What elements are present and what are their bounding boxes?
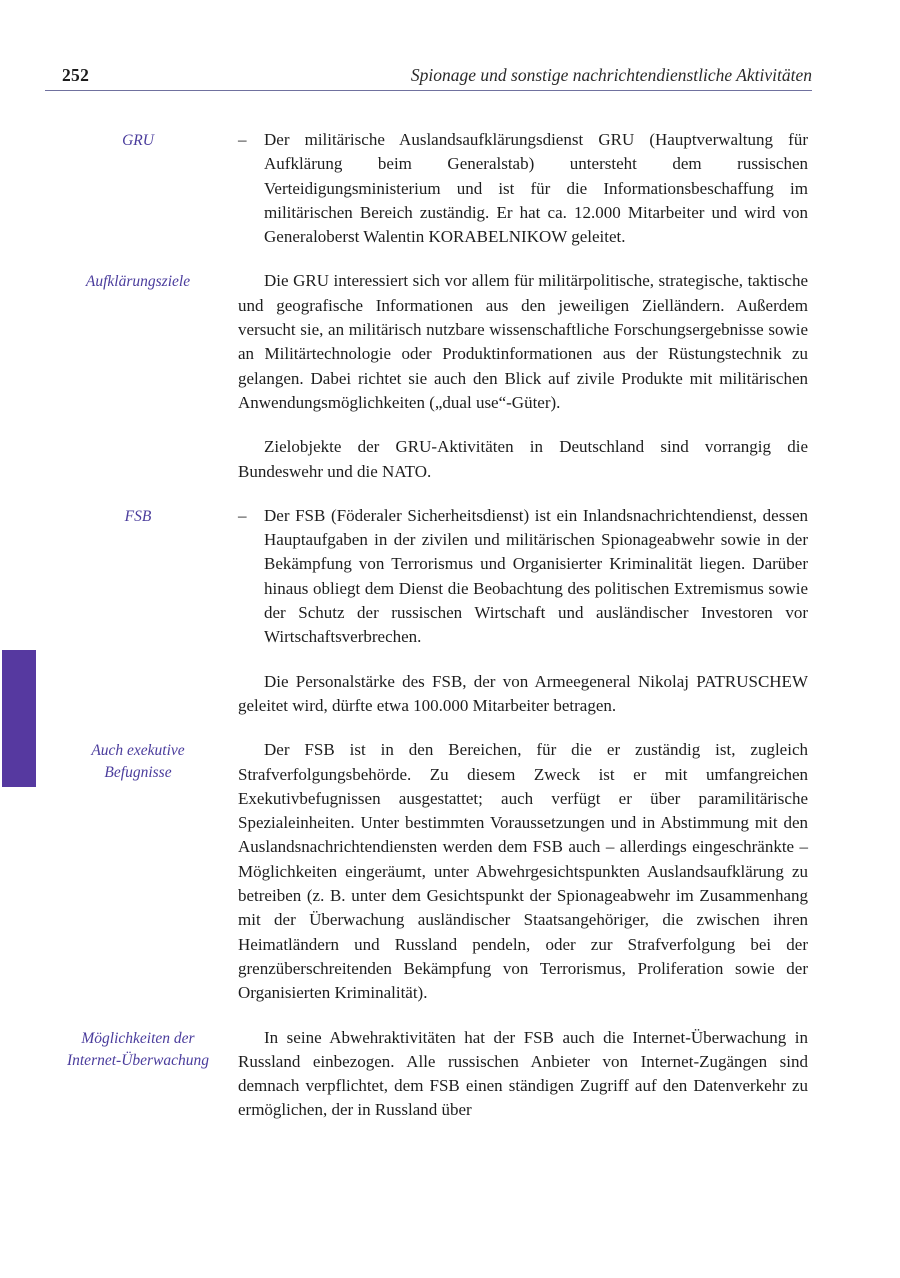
margin-label-aufklaerungsziele: Aufklärungsziele (85, 273, 191, 291)
paragraph-text: Der militärische Auslandsaufklärungsdienst GRU (Hauptverwaltung für Aufklärung beim Generalstab) untersteht dem russischen Verteidigungsministerium und ist für die Informationsbeschaffung im militärischen Bereich zuständig. Er hat ca. 12.000 Mitarbeiter und wird von Generaloberst Walentin KORABELNIKOW geleitet. (264, 130, 808, 247)
section-zielobjekte (63, 435, 808, 484)
body-cell (238, 435, 808, 484)
body-cell (238, 670, 808, 719)
dash-bullet: – (238, 130, 247, 149)
margin-label-fsb: FSB (124, 507, 152, 525)
section-aufklaerungsziele (63, 269, 808, 415)
paragraph-exekutive-befugnisse: Der FSB ist in den Bereichen, für die er zuständig ist, zugleich Strafverfolgungsbehörde. Zu diesem Zweck ist er mit umfangreichen Exekutivbefugnissen ausgestattet; auch verfügt er über paramilitärische Spezialeinheiten. Unter bestimmten Voraussetzungen und in Abstimmung mit den Auslandsnachrichtendiensten werden dem FSB auch – allerdings eingeschränkte – Möglichkeiten eingeräumt, unter Abwehrgesichtspunkten Auslandsaufklärung zu betreiben (z. B. unter dem Gesichtspunkt der Spionageabwehr im Zusammenhang mit der Überwachung ausländischer Staatsangehöriger, die zwischen ihren Heimatländern und Russland pendeln, oder zur Strafverfolgung bei der grenzüberschreitenden Bekämpfung von Terrorismus, Proliferation sowie der Organisierten Kriminalität). (238, 740, 808, 1003)
section-gru (63, 128, 808, 249)
running-header (45, 65, 812, 86)
section-internet-ueberwachung (63, 1026, 808, 1123)
page-content (63, 128, 808, 1143)
paragraph-zielobjekte: Zielobjekte der GRU-Aktivitäten in Deutschland sind vorrangig die Bundeswehr und die NATO. (238, 437, 808, 481)
body-cell (238, 128, 808, 249)
running-header-title: Spionage und sonstige nachrichtendienstliche Aktivitäten (410, 65, 812, 85)
section-personalstaerke (63, 670, 808, 719)
margin-label-gru: GRU (122, 132, 154, 149)
section-exekutive-befugnisse (63, 738, 808, 1005)
paragraph-internet-ueberwachung: In seine Abwehraktivitäten hat der FSB auch die Internet-Überwachung in Russland einbezogen. Alle russischen Anbieter von Internet-Zugängen sind demnach verpflichtet, dem FSB einen ständigen Zugriff auf den Datenverkehr zu ermöglichen, der in Russland über (238, 1027, 808, 1120)
dash-bullet: – (238, 505, 247, 525)
chapter-edge-marker (2, 650, 36, 787)
header-rule (45, 90, 812, 91)
body-cell (238, 269, 808, 415)
body-cell (238, 504, 808, 650)
page-number: 252 (62, 65, 90, 85)
margin-label-internet-ueberwachung: Möglichkeiten der Internet-Überwachung (66, 1029, 210, 1069)
margin-label-exekutive-befugnisse: Auch exekutive Befugnisse (91, 742, 185, 782)
body-cell (238, 738, 808, 1005)
paragraph-gru (238, 128, 808, 249)
paragraph-aufklaerungsziele: Die GRU interessiert sich vor allem für militärpolitische, strategische, taktische und geografische Informationen aus den jeweiligen Zielländern. Außerdem versucht sie, an militärisch nutzbare wissenschaftliche Forschungsergebnisse sowie an Militärtechnologie oder Produktinformationen aus der Rüstungstechnik zu gelangen. Dabei richtet sie auch den Blick auf zivile Produkte mit militärischen Anwendungsmöglichkeiten („dual use“-Güter). (238, 271, 808, 412)
body-cell (238, 1026, 808, 1123)
paragraph-personalstaerke: Die Personalstärke des FSB, der von Armeegeneral Nikolaj PATRUSCHEW geleitet wird, dürfte etwa 100.000 Mitarbeiter betragen. (238, 671, 808, 715)
section-fsb (63, 504, 808, 650)
paragraph-fsb (238, 504, 808, 650)
paragraph-text: Der FSB (Föderaler Sicherheitsdienst) ist ein Inlandsnachrichtendienst, dessen Hauptaufgaben in der zivilen und militärischen Spionageabwehr sowie in der Bekämpfung von Terrorismus und Organisierter Kriminalität liegen. Darüber hinaus obliegt dem Dienst die Beobachtung des politischen Extremismus sowie der Schutz der russischen Wirtschaft und ausländischer Investoren vor Wirtschaftsverbrechen. (264, 505, 808, 647)
margin-label-empty (63, 435, 213, 484)
margin-label-empty (63, 670, 213, 719)
